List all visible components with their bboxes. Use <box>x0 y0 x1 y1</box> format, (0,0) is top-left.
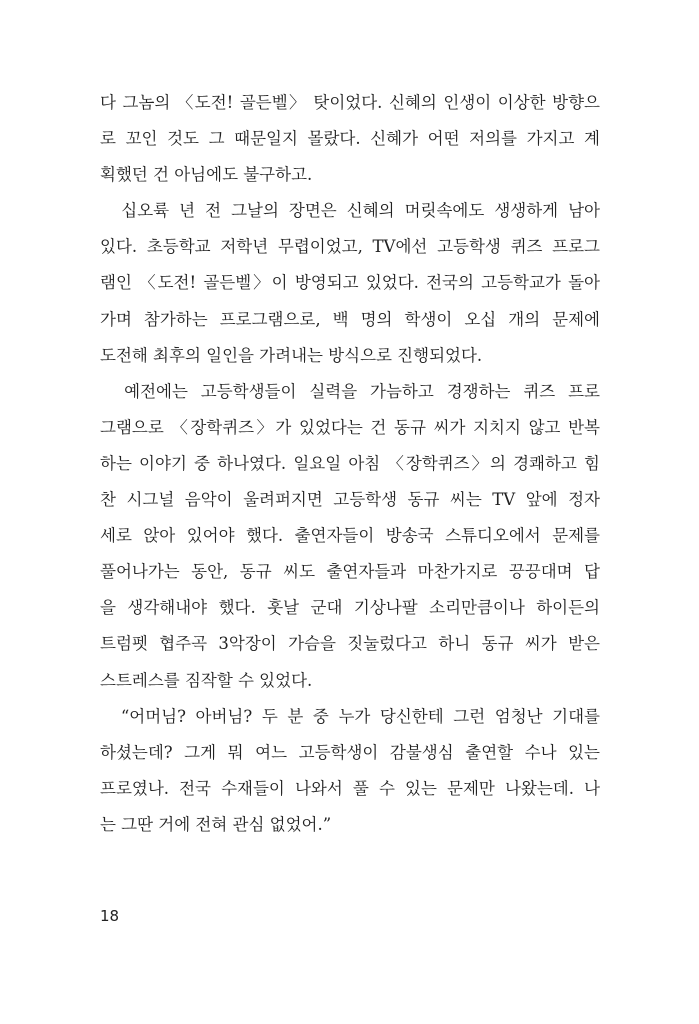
text-line: 있다. 초등학교 저학년 무렵이었고, TV에선 고등학생 퀴즈 프로그 <box>100 237 600 257</box>
text-line: 다 그놈의 〈도전! 골든벨〉 탓이었다. 신혜의 인생이 이상한 방향으 <box>100 93 600 112</box>
text-line: 풀어나가는 동안, 동규 씨도 출연자들과 마찬가지로 끙끙대며 답 <box>100 562 600 582</box>
text-line: 세로 앉아 있어야 했다. 출연자들이 방송국 스튜디오에서 문제를 <box>100 526 600 546</box>
page-number: 18 <box>100 907 120 925</box>
text-line: “어머님? 아버님? 두 분 중 누가 당신한테 그런 엄청난 기대를 <box>100 706 600 726</box>
text-line: 트럼펫 협주곡 3악장이 가슴을 짓눌렀다고 하니 동규 씨가 받은 <box>100 634 600 654</box>
text-line: 가며 참가하는 프로그램으로, 백 명의 학생이 오십 개의 문제에 <box>100 309 600 329</box>
text-line: 을 생각해내야 했다. 훗날 군대 기상나팔 소리만큼이나 하이든의 <box>100 598 600 618</box>
text-line: 는 그딴 거에 전혀 관심 없었어.” <box>100 814 332 834</box>
text-line: 하셨는데? 그게 뭐 여느 고등학생이 감불생심 출연할 수나 있는 <box>100 742 600 762</box>
text-line: 램인 〈도전! 골든벨〉이 방영되고 있었다. 전국의 고등학교가 돌아 <box>100 273 600 293</box>
text-line: 그램으로 〈장학퀴즈〉가 있었다는 건 동규 씨가 지치지 않고 반복 <box>100 417 600 437</box>
text-line: 획했던 건 아님에도 불구하고. <box>100 165 313 185</box>
body-text <box>100 85 600 843</box>
text-line: 예전에는 고등학생들이 실력을 가늠하고 경쟁하는 퀴즈 프로 <box>100 381 600 401</box>
text-line: 찬 시그널 음악이 울려퍼지면 고등학생 동규 씨는 TV 앞에 정자 <box>100 490 600 510</box>
text-line: 하는 이야기 중 하나였다. 일요일 아침 〈장학퀴즈〉의 경쾌하고 힘 <box>100 453 600 473</box>
text-line: 스트레스를 짐작할 수 있었다. <box>100 670 313 690</box>
text-line: 도전해 최후의 일인을 가려내는 방식으로 진행되었다. <box>100 345 483 365</box>
text-line: 십오륙 년 전 그날의 장면은 신혜의 머릿속에도 생생하게 남아 <box>100 201 600 221</box>
text-line: 프로였나. 전국 수재들이 나와서 풀 수 있는 문제만 나왔는데. 나 <box>100 778 600 798</box>
text-line: 로 꼬인 것도 그 때문일지 몰랐다. 신혜가 어떤 저의를 가지고 계 <box>100 129 600 149</box>
